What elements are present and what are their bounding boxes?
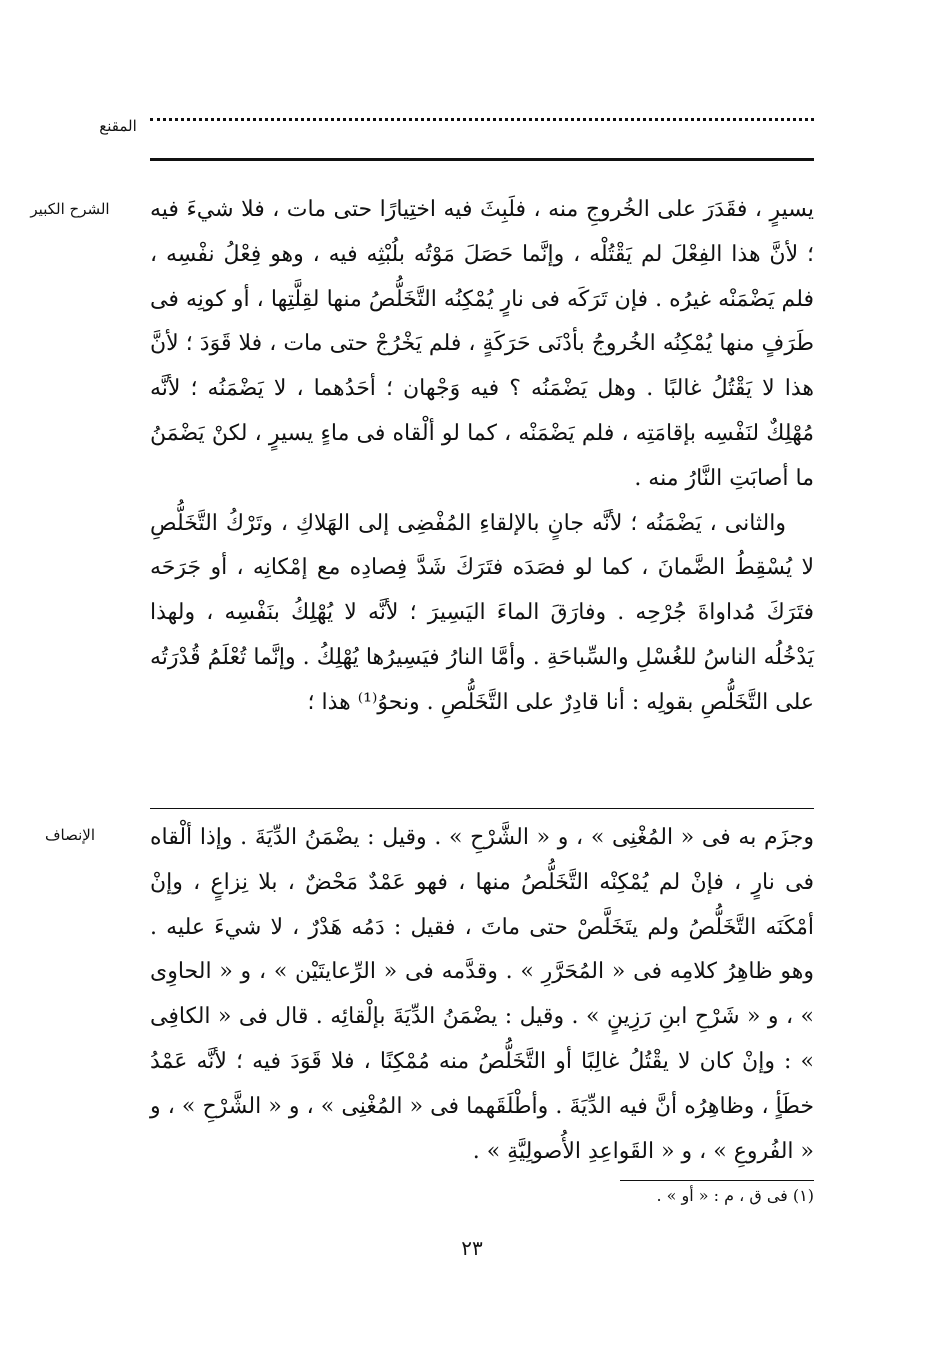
- page-number: ٢٣: [461, 1236, 483, 1260]
- header-rule: [150, 158, 814, 161]
- insaf-text-block: [150, 816, 814, 1174]
- insaf-paragraph: وجزَم به فى « المُغْنِى » ، و « الشَّرْحِ » . وقيل : يضْمَنُ الدِّيَةَ . وإذا ألْقاه فى نارٍ ، فإنْ لم يُمْكِنْه التَّخَلُّصُ منها ، فهو عَمْدٌ مَحْضٌ ، بلا نِزاعٍ ، وإنْ أمْكَنَه التَّخَلُّصُ ولم يتَخَلَّصْ حتى ماتَ ، فقيل : دَمُه هَدْرٌ ، لا شيءَ عليه . وهو ظاهِرُ كلامِه فى « المُحَرَّرِ » . وقدَّمه فى « الرِّعايتَيْن » ، و « الحاوِى » ، و « شَرْحِ ابنِ رَزِينٍ » . وقيل : يضْمَنُ الدِّيَةَ بإلْقائِه . قال فى « الكافِى » : وإنْ كان لا يقْتُلُ غالِبًا أو التَّخَلُّصُ منه مُمْكِنًا ، فلا قَوَدَ فيه ؛ لأنَّه عَمْدُ خطَأٍ ، وظاهِرُه أنَّ فيه الدِّيَةَ . وأطْلَقَهما فى « المُغْنِى » ، و « الشَّرْحِ » ، و « الفُروعِ » ، و « القَواعِدِ الأُصولِيَّةِ » .: [150, 825, 814, 1164]
- footnote: (١) فى ق ، م : « أو » .: [656, 1186, 814, 1205]
- sharh-paragraph-2: والثانى ، يَضْمَنُه ؛ لأنَّه جانٍ بالإلقاءِ المُفْضِى إلى الهَلاكِ ، وتَرْكُ التَّخَلُّصِ لا يُسْقِطُ الضَّمانَ ، كما لو فصَدَه فتَرَكَ شَدَّ فِصادِه مع إمْكانِه ، أو جَرَحَه فتَرَكَ مُداواةَ جُرْحِه . وفارَقَ الماءَ اليَسِيرَ ؛ لأنَّه لا يُهْلِكُ بنَفْسِه ، ولهذا يَدْخُلُه الناسُ للغُسْلِ والسِّباحَةِ . وأمَّا النارُ فيَسِيرُها يُهْلِكُ . وإنَّما تُعْلَمُ قُدْرَتُه على التَّخَلُّصِ بقولِه : أنا قادِرٌ على التَّخَلُّصِ . ونحوُ⁽¹⁾ هذا ؛: [150, 510, 814, 715]
- header-title: المقنع: [99, 117, 137, 135]
- sharh-text-block: [150, 188, 814, 726]
- footnote-rule: [620, 1180, 814, 1181]
- sharh-paragraph-1: يسيرٍ ، فقَدَرَ على الخُروجِ منه ، فلَبِثَ فيه اختِيارًا حتى مات ، فلا شيءَ فيه ؛ لأنَّ هذا الفِعْلَ لم يَقْتُلْه ، وإنَّما حَصَلَ مَوْتُه بلُبْثِه فيه ، وهو فِعْلُ نفْسِه ، فلم يَضْمَنْه غيرُه . فإن تَرَكَه فى نارٍ يُمْكِنُه التَّخَلُّصُ منها لقِلَّتِها ، أو كونِه فى طَرَفٍ منها يُمْكِنُه الخُروجُ بأدْنَى حَرَكَةٍ ، فلم يَخْرُجْ حتى مات ، فلا قَوَدَ ؛ لأنَّ هذا لا يَقْتُلُ غالبًا . وهل يَضْمَنُه ؟ فيه وَجْهان ؛ أحَدُهما ، لا يَضْمَنُه ؛ لأنَّه مُهْلِكٌ لنَفْسِه بإقامَتِه ، فلم يَضْمَنْه ، كما لو ألْقاه فى ماءٍ يسيرٍ ، لكنْ يَضْمَنُ ما أصابَتِ النَّارُ منه .: [150, 197, 814, 491]
- margin-label-sharh: الشرح الكبير: [30, 200, 110, 218]
- margin-label-insaf: الإنصاف: [44, 826, 96, 844]
- section-separator: [150, 808, 814, 809]
- header-dotted-leader: [150, 118, 814, 121]
